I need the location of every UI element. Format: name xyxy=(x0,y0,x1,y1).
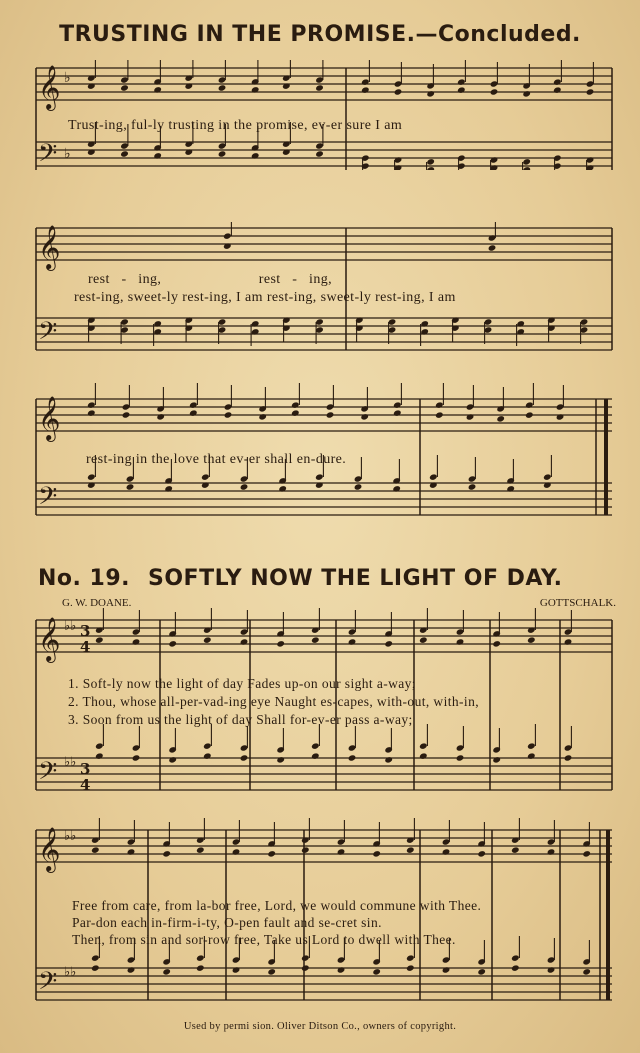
note-head xyxy=(91,846,100,853)
treble-clef-icon: 𝄞 xyxy=(38,65,61,109)
note-head xyxy=(201,473,210,480)
note-head xyxy=(120,150,129,157)
note-head xyxy=(527,636,536,643)
note-head xyxy=(315,473,324,480)
verse-line-1a: 1. Soft-ly now the light of day Fades up-on our sight a-way; xyxy=(68,676,416,691)
bass-clef-icon: 𝄢 xyxy=(38,317,58,352)
note-head xyxy=(87,409,96,416)
time-signature: 4 xyxy=(80,776,91,794)
note-head xyxy=(91,964,100,971)
lyric-line-1: Trust-ing, ful-ly trusting in the promise, ev-er sure I am xyxy=(68,118,403,133)
page-title: TRUSTING IN THE PROMISE.—Concluded. xyxy=(59,22,581,47)
verse-line-3b: Then, from sin and sor-row free, Take us Lord to dwell with Thee. xyxy=(72,932,456,947)
note-head xyxy=(291,409,300,416)
note-head xyxy=(95,636,104,643)
note-head xyxy=(394,88,403,95)
note-head xyxy=(477,850,486,857)
verse-line-3a: 3. Soon from us the light of day Shall for-ev-er pass a-way; xyxy=(68,712,413,727)
note-head xyxy=(429,473,438,480)
note-head xyxy=(315,150,324,157)
flat-icon: ♭♭ xyxy=(64,754,77,769)
note-head xyxy=(203,636,212,643)
notes-system-5 xyxy=(91,818,591,976)
composer-credit: GOTTSCHALK. xyxy=(539,597,616,609)
note-head xyxy=(276,640,285,647)
note-head xyxy=(196,954,205,961)
note-head xyxy=(95,742,104,749)
note-head xyxy=(203,752,212,759)
note-head xyxy=(553,86,562,93)
time-signature: 3 xyxy=(80,622,91,640)
note-head xyxy=(457,78,466,85)
note-head xyxy=(492,640,501,647)
note-head xyxy=(372,968,381,975)
author-credit: G. W. DOANE. xyxy=(62,597,132,609)
note-head xyxy=(426,166,435,170)
note-head xyxy=(384,640,393,647)
note-head xyxy=(276,756,285,763)
note-head xyxy=(301,954,310,961)
note-head xyxy=(224,411,233,418)
note-head xyxy=(419,752,428,759)
note-head xyxy=(267,968,276,975)
treble-clef-icon: 𝄞 xyxy=(38,396,61,440)
note-head xyxy=(301,846,310,853)
note-head xyxy=(326,411,335,418)
lyric-line-2-upper: rest - ing, rest - ing, xyxy=(88,272,333,287)
lyric-line-2-lower: rest-ing, sweet-ly rest-ing, I am rest-ing, sweet-ly rest-ing, I am xyxy=(74,290,456,305)
note-head xyxy=(522,158,531,165)
note-head xyxy=(525,411,534,418)
note-head xyxy=(126,483,135,490)
hymn-number: No. 19. xyxy=(38,566,131,591)
note-head xyxy=(488,244,497,251)
note-head xyxy=(291,401,300,408)
note-head xyxy=(240,754,249,761)
note-head xyxy=(203,742,212,749)
note-head xyxy=(162,968,171,975)
note-head xyxy=(456,754,465,761)
note-head xyxy=(393,401,402,408)
flat-icon: ♭♭ xyxy=(64,964,77,979)
note-head xyxy=(426,90,435,97)
copyright-footer: Used by permi sion. Oliver Ditson Co., owners of copyright. xyxy=(183,1021,457,1032)
treble-clef-icon: 𝄞 xyxy=(38,827,61,871)
note-head xyxy=(419,742,428,749)
note-head xyxy=(156,413,165,420)
note-head xyxy=(315,84,324,91)
note-head xyxy=(258,413,267,420)
verse-line-2a: 2. Thou, whose all-per-vad-ing eye Naught es-capes, with-out, with-in, xyxy=(68,694,480,709)
bass-clef-icon: 𝄢 xyxy=(38,967,58,1002)
note-head xyxy=(168,756,177,763)
note-head xyxy=(348,754,357,761)
note-head xyxy=(132,754,141,761)
note-head xyxy=(360,413,369,420)
note-head xyxy=(477,968,486,975)
note-head xyxy=(311,636,320,643)
note-head xyxy=(553,78,562,85)
note-head xyxy=(162,850,171,857)
treble-clef-icon: 𝄞 xyxy=(38,617,61,661)
note-head xyxy=(87,473,96,480)
time-signature: 3 xyxy=(80,760,91,778)
note-head xyxy=(406,846,415,853)
note-head xyxy=(311,742,320,749)
note-head xyxy=(120,84,129,91)
bass-clef-icon: 𝄢 xyxy=(38,757,58,792)
note-head xyxy=(543,473,552,480)
note-head xyxy=(468,483,477,490)
note-head xyxy=(267,850,276,857)
note-head xyxy=(168,640,177,647)
note-head xyxy=(196,846,205,853)
note-head xyxy=(582,850,591,857)
note-head xyxy=(95,752,104,759)
note-head xyxy=(91,954,100,961)
note-head xyxy=(311,752,320,759)
note-head xyxy=(435,401,444,408)
note-head xyxy=(218,150,227,157)
note-head xyxy=(522,166,531,170)
hymn-title: SOFTLY NOW THE LIGHT OF DAY. xyxy=(148,566,563,591)
note-head xyxy=(525,401,534,408)
time-signature: 4 xyxy=(80,638,91,656)
treble-clef-icon: 𝄞 xyxy=(38,225,61,269)
music-system-1 xyxy=(0,60,640,170)
note-head xyxy=(419,636,428,643)
flat-icon: ♭ xyxy=(64,71,71,86)
note-head xyxy=(240,483,249,490)
note-head xyxy=(223,232,232,239)
note-head xyxy=(527,742,536,749)
note-head xyxy=(372,850,381,857)
note-head xyxy=(87,401,96,408)
note-head xyxy=(457,86,466,93)
note-head xyxy=(406,954,415,961)
note-head xyxy=(361,86,370,93)
note-head xyxy=(564,754,573,761)
flat-icon: ♭ xyxy=(64,147,71,162)
note-head xyxy=(361,78,370,85)
bass-clef-icon: 𝄢 xyxy=(38,139,58,170)
flat-icon: ♭♭ xyxy=(64,618,77,633)
note-head xyxy=(406,964,415,971)
note-head xyxy=(218,84,227,91)
note-head xyxy=(511,964,520,971)
note-head xyxy=(189,409,198,416)
note-head xyxy=(122,411,131,418)
verse-line-1b: Free from care, from la-bor free, Lord, we would commune with Thee. xyxy=(72,898,482,913)
note-head xyxy=(511,846,520,853)
note-head xyxy=(522,90,531,97)
note-head xyxy=(582,968,591,975)
flat-icon: ♭♭ xyxy=(64,828,77,843)
note-head xyxy=(496,415,505,422)
note-head xyxy=(384,756,393,763)
hymn-heading xyxy=(38,566,628,591)
note-head xyxy=(586,88,595,95)
note-head xyxy=(196,964,205,971)
note-head xyxy=(511,954,520,961)
bass-clef-icon: 𝄢 xyxy=(38,482,58,517)
note-head xyxy=(301,964,310,971)
note-head xyxy=(189,401,198,408)
note-head xyxy=(354,483,363,490)
verse-line-2b: Par-don each in-firm-i-ty, O-pen fault and se-cret sin. xyxy=(72,915,382,930)
note-head xyxy=(435,411,444,418)
note-head xyxy=(393,409,402,416)
note-head xyxy=(492,756,501,763)
note-head xyxy=(426,158,435,165)
lyric-line-3: rest-ing in the love that ev-er shall en-dure. xyxy=(86,452,347,467)
note-head xyxy=(490,88,499,95)
note-head xyxy=(527,752,536,759)
